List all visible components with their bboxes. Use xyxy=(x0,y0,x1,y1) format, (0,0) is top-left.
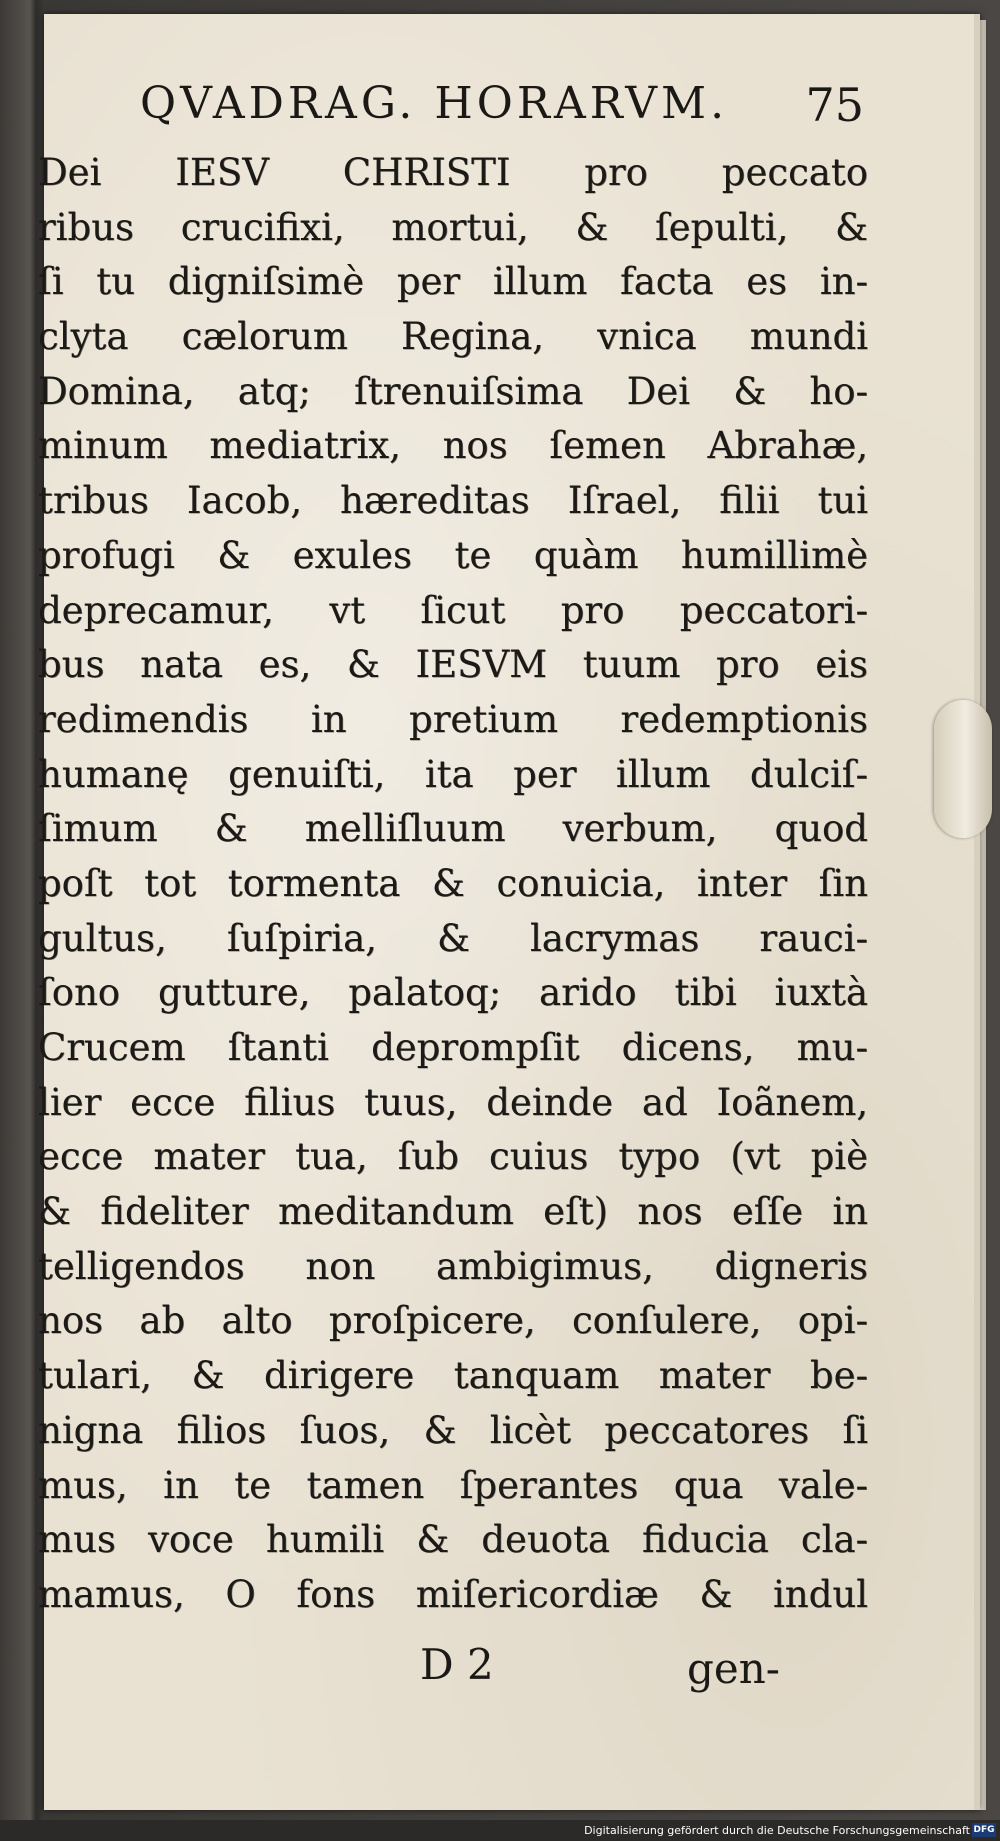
page-footer xyxy=(420,1640,780,1710)
text-line: ecce mater tua, ſub cuius typo (vt piè xyxy=(38,1135,868,1179)
text-line: mus, in te tamen ſperantes qua vale- xyxy=(38,1463,868,1507)
page-clip xyxy=(934,700,992,838)
text-line: Domina, atq; ſtrenuiſsima Dei & ho- xyxy=(38,369,868,413)
text-line: humanę genuiſti, ita per illum dulciſ- xyxy=(38,752,868,796)
page-header xyxy=(140,66,870,146)
text-line: bus nata es, & IESVM tuum pro eis xyxy=(38,643,868,687)
text-line: profugi & exules te quàm humillimè xyxy=(38,533,868,577)
body-text xyxy=(38,146,868,1623)
text-line: poſt tot tormenta & conuicia, inter ſin xyxy=(38,861,868,905)
running-head: QVADRAG. HORARVM. xyxy=(140,78,729,129)
text-line: deprecamur, vt ſicut pro peccatori- xyxy=(38,588,868,632)
text-line: Dei IESV CHRISTI pro peccato xyxy=(38,151,868,194)
text-line: Crucem ſtanti deprompſit dicens, mu- xyxy=(38,1026,868,1069)
text-line: ſimum & melliſluum verbum, quod xyxy=(38,807,868,851)
dfg-logo-icon: DFG xyxy=(973,1825,995,1835)
text-line: & fideliter meditandum eſt) nos eſſe in xyxy=(38,1190,868,1234)
text-line: tulari, & dirigere tanquam mater be- xyxy=(38,1354,868,1398)
page-number: 75 xyxy=(805,78,864,132)
text-line: telligendos non ambigimus, digneris xyxy=(38,1244,868,1288)
catchword: gen- xyxy=(687,1644,780,1693)
text-line: nigna filios ſuos, & licèt peccatores ſi xyxy=(38,1408,868,1452)
text-line: mamus, O fons miſericordiæ & indul xyxy=(38,1572,868,1616)
funding-credit: Digitalisierung gefördert durch die Deutsche Forschungsgemeinschaft xyxy=(584,1824,970,1837)
signature-mark: D 2 xyxy=(420,1640,494,1689)
text-line: mus voce humili & deuota fiducia cla- xyxy=(38,1518,868,1562)
text-line: minum mediatrix, nos ſemen Abrahæ, xyxy=(38,424,868,468)
text-line: ribus crucifixi, mortui, & ſepulti, & xyxy=(38,205,868,249)
text-line: redimendis in pretium redemptionis xyxy=(38,697,868,741)
text-line: nos ab alto proſpicere, conſulere, opi- xyxy=(38,1299,868,1343)
text-line: gultus, ſuſpiria, & lacrymas rauci- xyxy=(38,916,868,960)
text-line: ſono gutture, palatoq; arido tibi iuxtà xyxy=(38,971,868,1015)
text-line: tribus Iacob, hæreditas Iſrael, filii tui xyxy=(38,479,868,523)
text-line: lier ecce filius tuus, deinde ad Ioãnem, xyxy=(38,1080,868,1124)
text-line: clyta cælorum Regina, vnica mundi xyxy=(38,315,868,359)
text-line: ſi tu digniſsimè per illum facta es in- xyxy=(38,260,868,304)
